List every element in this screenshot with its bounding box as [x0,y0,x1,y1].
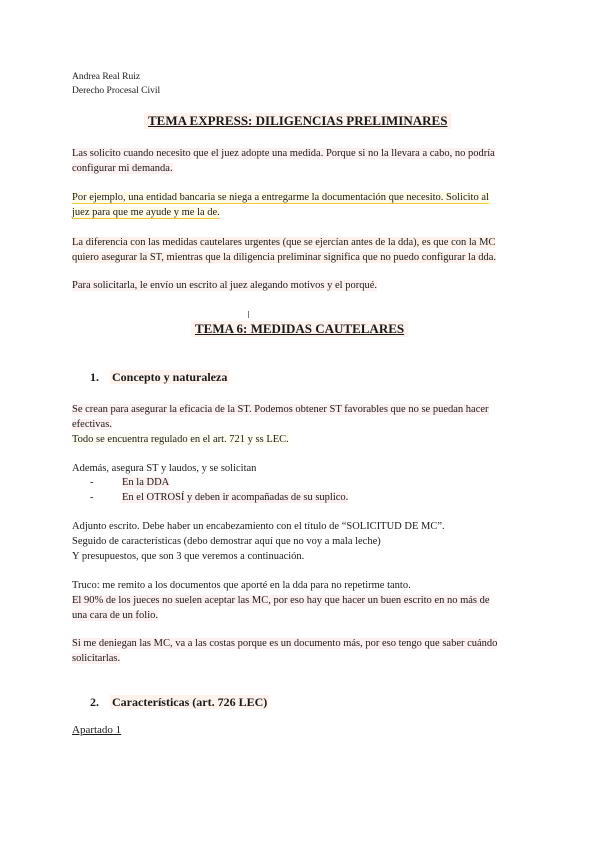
author-name: Andrea Real Ruiz [72,72,141,82]
subsection-label: Apartado 1 [72,724,122,736]
text-line: La diferencia con las medidas cautelares urgentes (que se ejercían antes de la dda), es que con la MC [72,237,496,248]
text-line: Las solicito cuando necesito que el juez adopte una medida. Porque si no la llevara a cabo, no podría [72,148,495,159]
express-paragraph-4 [72,278,377,293]
section-title: Concepto y naturaleza [112,370,228,384]
text-line: juez para que me ayude y me la de. [72,207,220,218]
text-line: Para solicitarla, le envío un escrito al juez alegando motivos y el porqué. [72,280,377,291]
text-line: Por ejemplo, una entidad bancaria se niega a entregarme la documentación que necesito. Solicito al [72,192,489,203]
text-line: Además, asegura ST y laudos, y se solicitan [72,463,257,474]
text-line: Se crean para asegurar la eficacia de la ST. Podemos obtener ST favorables que no se puedan hacer [72,404,489,415]
section-1-heading [90,370,229,385]
text-line: Todo se encuentra regulado en el art. 721 y ss LEC. [72,434,289,445]
bullet-list [90,475,348,505]
text-line: una cara de un folio. [72,610,159,621]
costs-paragraph [72,636,497,666]
express-paragraph-1 [72,146,495,176]
section-number: 2. [90,695,99,709]
concept-paragraph [72,402,489,447]
text-line: Si me deniegan las MC, va a las costas porque es un documento más, por eso tengo que saber cuándo [72,638,498,649]
text-line: Seguido de características (debo demostrar aquí que no voy a mala leche) [72,536,381,547]
express-title: TEMA EXPRESS: DILIGENCIAS PRELIMINARES [144,113,451,129]
express-paragraph-2 [72,190,489,220]
bullet-dash: - [90,492,94,503]
list-item-text: En el OTROSÍ y deben ir acompañadas de su suplico. [122,492,349,503]
text-line: quiero asegurar la ST, mientras que la diligencia preliminar significa que no puedo configurar la dda. [72,252,497,263]
text-line: Truco: me remito a los documentos que aporté en la dda para no repetirme tanto. [72,580,411,591]
bullet-dash: - [90,477,94,488]
express-paragraph-3 [72,235,496,265]
list-item [90,475,348,490]
text-line: configurar mi demanda. [72,163,173,174]
tip-paragraph [72,578,490,623]
text-line: efectivas. [72,419,112,430]
text-line: El 90% de los jueces no suelen aceptar las MC, por eso hay que hacer un buen escrito en no más de [72,595,490,606]
section-number: 1. [90,370,99,384]
list-item-text: En la DDA [122,477,170,488]
text-line: solicitarlas. [72,653,121,664]
section-title: Características (art. 726 LEC) [112,695,268,709]
writing-paragraph [72,519,445,564]
text-line: Adjunto escrito. Debe haber un encabezamiento con el título de “SOLICITUD DE MC”. [72,521,445,532]
text-line: Y presupuestos, que son 3 que veremos a continuación. [72,551,305,562]
scope-paragraph [72,461,256,476]
text-cursor-icon: I [247,310,250,321]
section-2-heading [90,695,269,710]
list-item [90,490,348,505]
course-name: Derecho Procesal Civil [72,86,161,96]
tema6-title: TEMA 6: MEDIDAS CAUTELARES [191,321,408,337]
